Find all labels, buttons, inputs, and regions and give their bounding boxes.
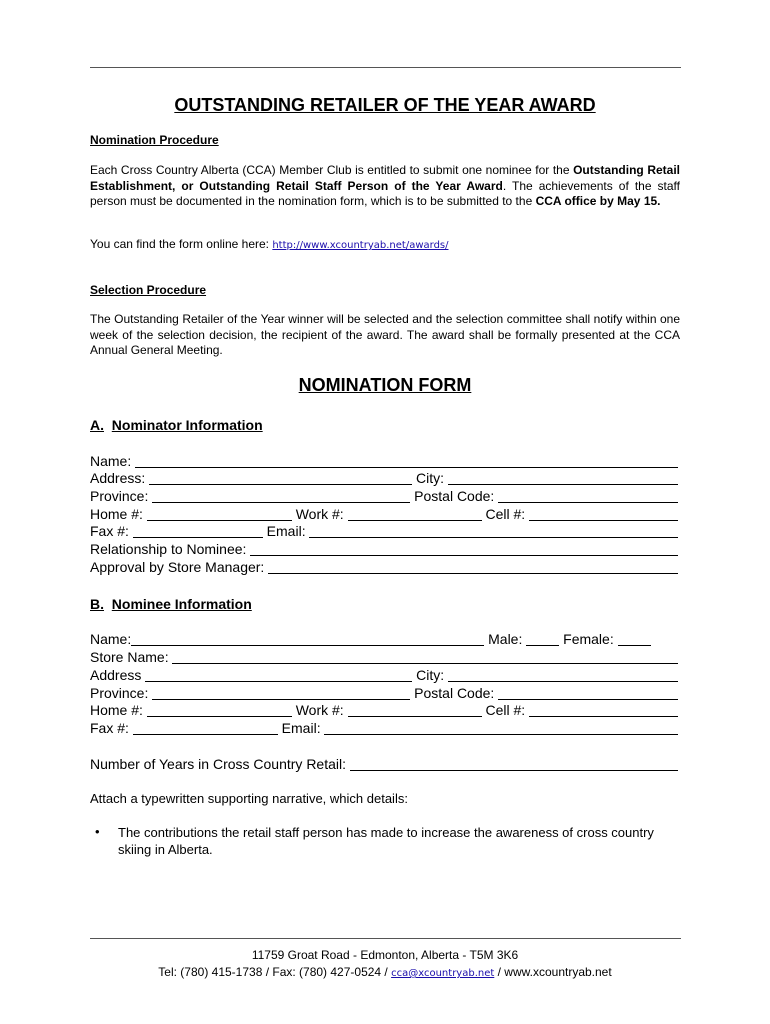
b-name-row bbox=[90, 631, 678, 648]
bullet-dot: • bbox=[95, 824, 100, 839]
b-postal-label: Postal Code: bbox=[410, 685, 499, 701]
a-relationship-label: Relationship to Nominee: bbox=[90, 541, 251, 557]
b-male-field[interactable] bbox=[526, 632, 559, 646]
online-text: You can find the form online here: bbox=[90, 237, 273, 251]
page-title: OUTSTANDING RETAILER OF THE YEAR AWARD bbox=[174, 95, 596, 115]
section-b-letter: B. bbox=[90, 596, 104, 612]
b-home-field[interactable] bbox=[147, 703, 292, 717]
a-approval-field[interactable] bbox=[268, 560, 678, 574]
a-address-field[interactable] bbox=[149, 471, 412, 485]
section-a-label: Nominator Information bbox=[111, 417, 263, 433]
a-home-field[interactable] bbox=[147, 507, 292, 521]
b-address-row bbox=[90, 667, 678, 684]
a-name-label: Name: bbox=[90, 453, 136, 469]
b-province-row bbox=[90, 685, 678, 702]
b-city-label: City: bbox=[412, 667, 449, 683]
b-store-label: Store Name: bbox=[90, 649, 173, 665]
footer-address: 11759 Groat Road - Edmonton, Alberta - T5M 3K6 bbox=[251, 948, 519, 962]
a-name-field[interactable] bbox=[135, 454, 678, 468]
a-phone-row bbox=[90, 506, 678, 523]
b-female-field[interactable] bbox=[618, 632, 651, 646]
footer-email-link[interactable]: cca@xcountryab.net bbox=[391, 968, 495, 979]
footer-web: / www.xcountryab.net bbox=[494, 965, 612, 979]
b-name-field[interactable] bbox=[131, 632, 484, 646]
a-fax-row bbox=[90, 523, 678, 540]
a-city-label: City: bbox=[412, 470, 448, 486]
a-email-field[interactable] bbox=[309, 524, 678, 538]
nomination-heading: Nomination Procedure bbox=[90, 133, 219, 147]
b-address-field[interactable] bbox=[145, 668, 412, 682]
b-fax-field[interactable] bbox=[133, 721, 278, 735]
a-work-label: Work #: bbox=[291, 506, 348, 522]
b-province-label: Province: bbox=[90, 685, 153, 701]
nomination-award-name: Outstanding Retail Establishment, or Outstanding Retail Staff Person of the Year Award bbox=[90, 163, 680, 193]
b-male-label: Male: bbox=[484, 631, 527, 647]
b-email-field[interactable] bbox=[324, 721, 678, 735]
b-store-row bbox=[90, 649, 678, 666]
a-postal-field[interactable] bbox=[498, 489, 678, 503]
selection-heading: Selection Procedure bbox=[90, 283, 207, 297]
section-a-letter: A. bbox=[90, 417, 104, 433]
a-email-label: Email: bbox=[262, 523, 310, 539]
b-cell-field[interactable] bbox=[529, 703, 678, 717]
years-field[interactable] bbox=[350, 757, 678, 771]
b-city-field[interactable] bbox=[448, 668, 678, 682]
b-cell-label: Cell #: bbox=[481, 702, 530, 718]
a-approval-label: Approval by Store Manager: bbox=[90, 559, 269, 575]
b-fax-label: Fax #: bbox=[90, 720, 133, 736]
a-fax-label: Fax #: bbox=[90, 523, 133, 539]
b-address-label: Address bbox=[90, 667, 146, 683]
b-province-field[interactable] bbox=[152, 686, 410, 700]
a-relationship-field[interactable] bbox=[250, 542, 678, 556]
b-home-label: Home #: bbox=[90, 702, 147, 718]
b-store-field[interactable] bbox=[172, 650, 678, 664]
selection-paragraph: The Outstanding Retailer of the Year winner will be selected and the selection committee shall notify within one week of the selection decision, the recipient of the award. The award shall be formally presented at the CCA Annual General Meeting. bbox=[90, 312, 680, 357]
nomination-deadline: CCA office by May 15. bbox=[535, 194, 661, 208]
a-province-row bbox=[90, 488, 678, 505]
list-item: The contributions the retail staff person has made to increase the awareness of cross country skiing in Alberta. bbox=[118, 825, 654, 857]
a-cell-label: Cell #: bbox=[481, 506, 530, 522]
footer-phone: Tel: (780) 415-1738 / Fax: (780) 427-0524 / bbox=[158, 965, 392, 979]
a-home-label: Home #: bbox=[90, 506, 147, 522]
nomination-text-c: . The achievements of the staff person must be documented in the nomination form, which is to be submitted to the bbox=[90, 178, 681, 208]
a-relationship-row bbox=[90, 541, 678, 558]
a-name-row bbox=[90, 453, 678, 470]
header-rule bbox=[90, 67, 681, 68]
awards-link[interactable]: http://www.xcountryab.net/awards/ bbox=[272, 240, 449, 251]
b-fax-row bbox=[90, 720, 678, 737]
online-line bbox=[90, 237, 680, 254]
a-approval-row bbox=[90, 559, 678, 576]
a-province-field[interactable] bbox=[152, 489, 410, 503]
a-fax-field[interactable] bbox=[133, 524, 263, 538]
nomination-text-a: Each Cross Country Alberta (CCA) Member Club is entitled to submit one nominee for the bbox=[90, 163, 574, 177]
years-label: Number of Years in Cross Country Retail: bbox=[90, 756, 350, 772]
a-province-label: Province: bbox=[90, 488, 153, 504]
section-a-title bbox=[90, 417, 263, 433]
a-city-field[interactable] bbox=[448, 471, 678, 485]
b-work-field[interactable] bbox=[348, 703, 482, 717]
a-address-label: Address: bbox=[90, 470, 150, 486]
b-name-label: Name: bbox=[90, 631, 132, 647]
form-title: NOMINATION FORM bbox=[298, 375, 472, 395]
footer-rule bbox=[90, 938, 681, 939]
b-work-label: Work #: bbox=[291, 702, 348, 718]
nomination-paragraph bbox=[90, 163, 680, 210]
b-phone-row bbox=[90, 702, 678, 719]
b-postal-field[interactable] bbox=[498, 686, 678, 700]
a-address-row bbox=[90, 470, 678, 487]
a-postal-label: Postal Code: bbox=[410, 488, 499, 504]
section-b-label: Nominee Information bbox=[111, 596, 252, 612]
b-email-label: Email: bbox=[277, 720, 325, 736]
footer-contact bbox=[0, 965, 770, 979]
attach-instructions: Attach a typewritten supporting narrative, which details: bbox=[90, 791, 408, 806]
years-row bbox=[90, 756, 678, 773]
b-female-label: Female: bbox=[559, 631, 618, 647]
a-cell-field[interactable] bbox=[529, 507, 678, 521]
a-work-field[interactable] bbox=[348, 507, 482, 521]
section-b-title bbox=[90, 596, 252, 612]
